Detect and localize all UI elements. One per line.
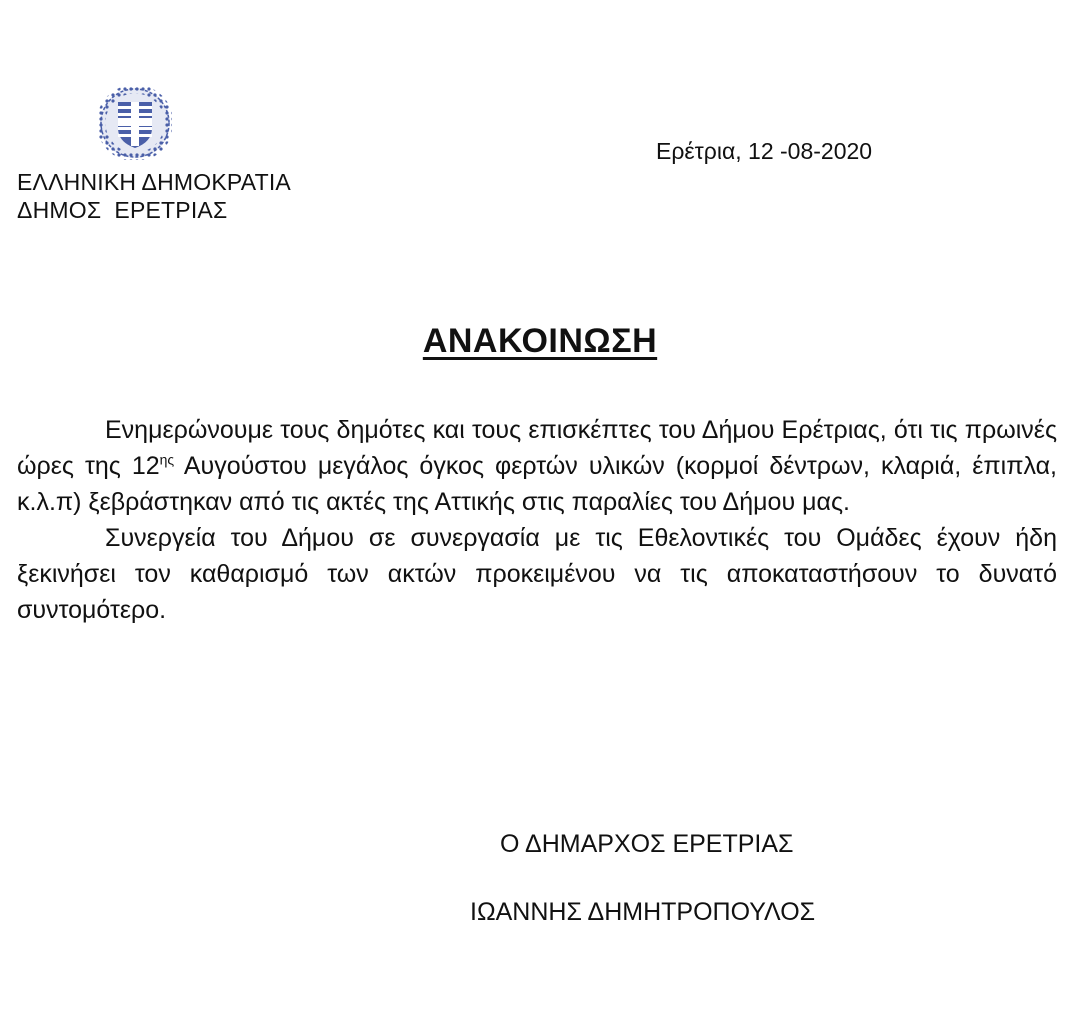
issuer-block [17, 168, 291, 224]
paragraph-1-text-a: Ενημερώνουμε τους δημότες και τους επισκέπτες του Δήμου Ερέτριας, ότι τις πρωινές ώρες της 12 [17, 416, 1057, 480]
greek-coat-of-arms-icon [98, 86, 172, 160]
ordinal-suffix: ης [159, 451, 175, 468]
signatory-role: Ο ΔΗΜΑΡΧΟΣ ΕΡΕΤΡΙΑΣ [500, 830, 794, 858]
document-title: ΑΝΑΚΟΙΝΩΣΗ [422, 322, 658, 360]
announcement-body [17, 412, 1057, 628]
issuer-municipality: ΔΗΜΟΣ ΕΡΕΤΡΙΑΣ [17, 197, 228, 223]
paragraph-1-text-b: Αυγούστου μεγάλος όγκος φερτών υλικών (κορμοί δέντρων, κλαριά, έπιπλα, κ.λ.π) ξεβράστηκαν από τις ακτές της Αττικής στις παραλίες του Δήμου μας. [17, 452, 1057, 516]
paragraph-2: Συνεργεία του Δήμου σε συνεργασία με τις Εθελοντικές του Ομάδες έχουν ήδη ξεκινήσει τον καθαρισμό των ακτών προκειμένου να τις αποκαταστήσουν το δυνατό συντομότερο. [17, 524, 1057, 624]
paragraph-1 [17, 412, 1057, 520]
emblem-graphic [98, 86, 172, 160]
place-date: Ερέτρια, 12 -08-2020 [656, 138, 873, 164]
issuer-country: ΕΛΛΗΝΙΚΗ ΔΗΜΟΚΡΑΤΙΑ [17, 169, 291, 195]
signatory-name: ΙΩΑΝΝΗΣ ΔΗΜΗΤΡΟΠΟΥΛΟΣ [470, 898, 816, 926]
